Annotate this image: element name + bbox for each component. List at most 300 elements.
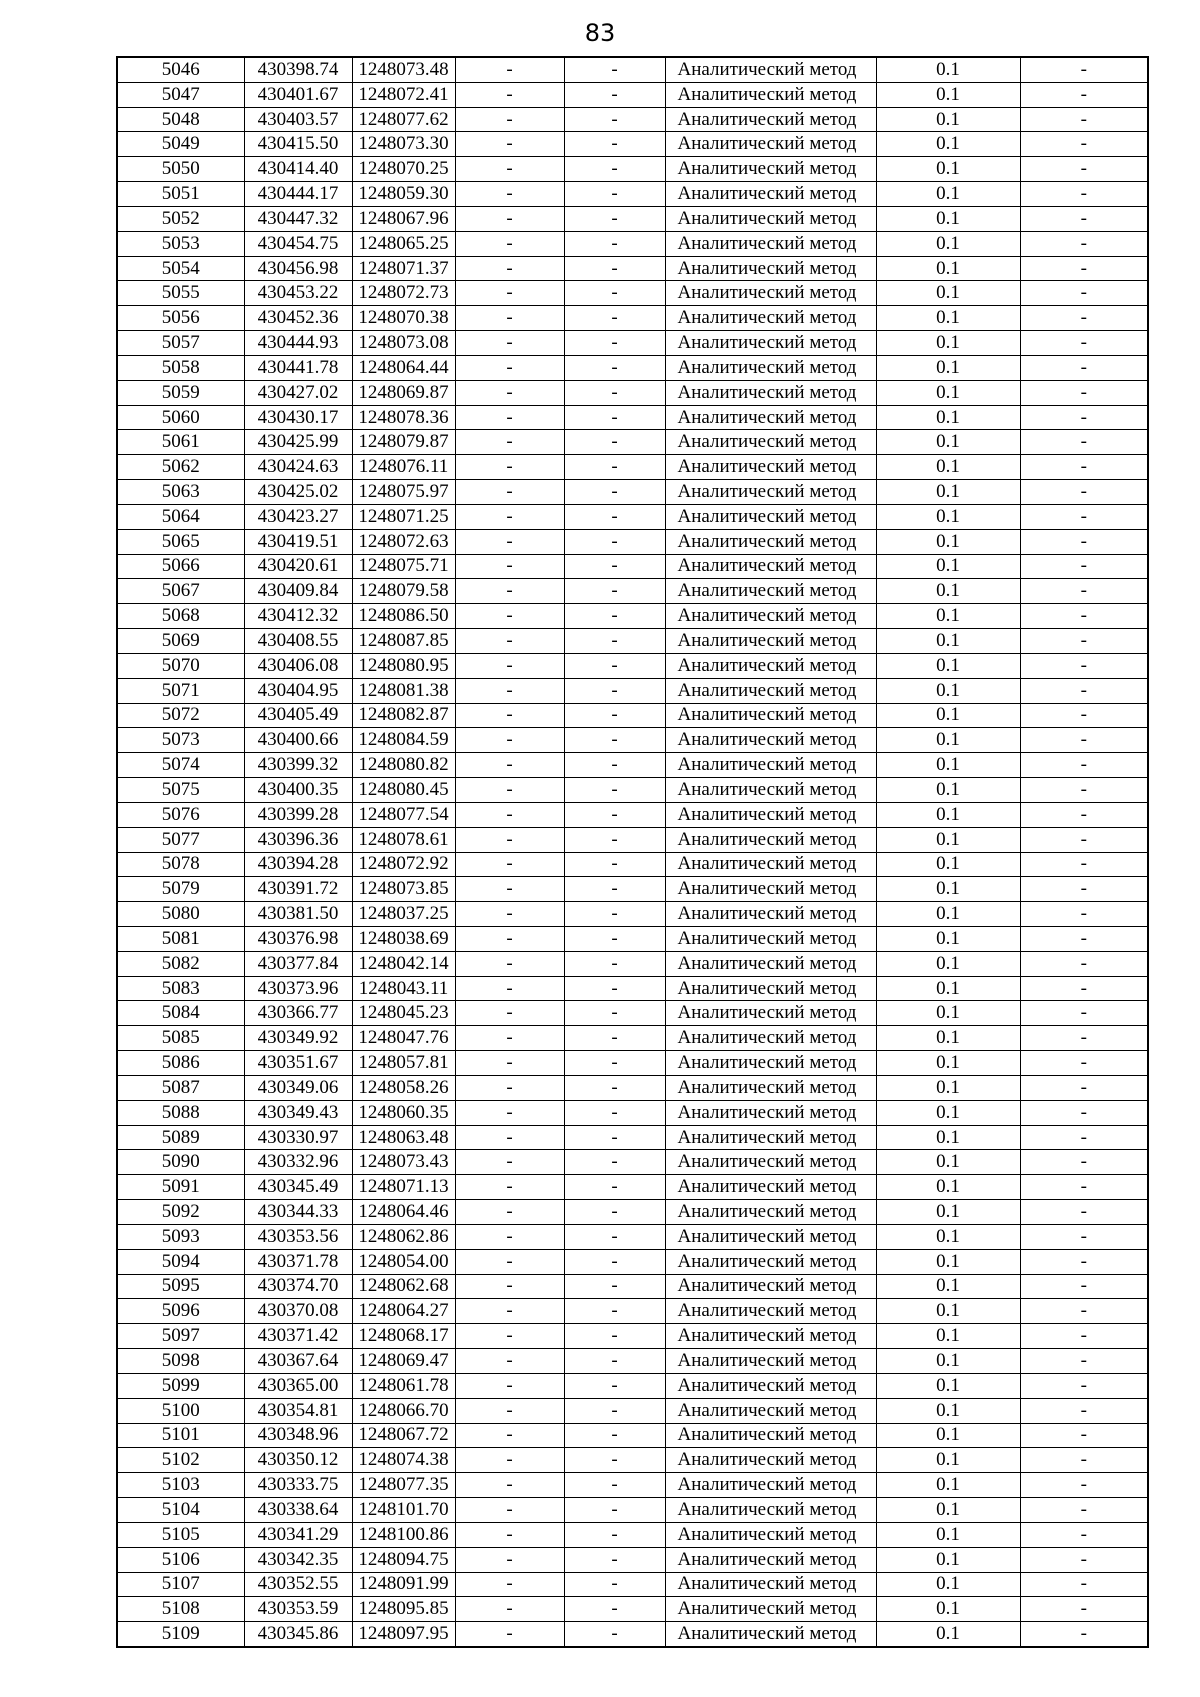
dash-cell-1: -	[455, 902, 564, 927]
y-coordinate-cell: 1248062.86	[352, 1224, 455, 1249]
y-coordinate-cell: 1248037.25	[352, 902, 455, 927]
x-coordinate-cell: 430344.33	[244, 1200, 352, 1225]
dash-cell-3: -	[1020, 827, 1148, 852]
x-coordinate-cell: 430425.02	[244, 480, 352, 505]
y-coordinate-cell: 1248086.50	[352, 604, 455, 629]
dash-cell-1: -	[455, 827, 564, 852]
method-cell: Аналитический метод	[665, 206, 876, 231]
point-number-cell: 5069	[117, 629, 244, 654]
x-coordinate-cell: 430341.29	[244, 1522, 352, 1547]
table-row	[117, 430, 1148, 455]
accuracy-cell: 0.1	[876, 57, 1020, 82]
accuracy-cell: 0.1	[876, 529, 1020, 554]
table-row	[117, 579, 1148, 604]
accuracy-cell: 0.1	[876, 852, 1020, 877]
point-number-cell: 5097	[117, 1324, 244, 1349]
x-coordinate-cell: 430409.84	[244, 579, 352, 604]
x-coordinate-cell: 430333.75	[244, 1473, 352, 1498]
method-cell: Аналитический метод	[665, 1125, 876, 1150]
point-number-cell: 5081	[117, 926, 244, 951]
accuracy-cell: 0.1	[876, 1075, 1020, 1100]
table-row	[117, 926, 1148, 951]
y-coordinate-cell: 1248073.48	[352, 57, 455, 82]
dash-cell-3: -	[1020, 951, 1148, 976]
dash-cell-2: -	[564, 1398, 665, 1423]
y-coordinate-cell: 1248075.71	[352, 554, 455, 579]
method-cell: Аналитический метод	[665, 653, 876, 678]
dash-cell-3: -	[1020, 157, 1148, 182]
dash-cell-2: -	[564, 206, 665, 231]
table-row	[117, 57, 1148, 82]
point-number-cell: 5056	[117, 306, 244, 331]
dash-cell-2: -	[564, 355, 665, 380]
method-cell: Аналитический метод	[665, 1423, 876, 1448]
dash-cell-1: -	[455, 1200, 564, 1225]
dash-cell-1: -	[455, 206, 564, 231]
dash-cell-3: -	[1020, 579, 1148, 604]
x-coordinate-cell: 430447.32	[244, 206, 352, 231]
table-row	[117, 877, 1148, 902]
method-cell: Аналитический метод	[665, 1175, 876, 1200]
dash-cell-3: -	[1020, 455, 1148, 480]
y-coordinate-cell: 1248064.27	[352, 1299, 455, 1324]
accuracy-cell: 0.1	[876, 480, 1020, 505]
method-cell: Аналитический метод	[665, 852, 876, 877]
dash-cell-2: -	[564, 1249, 665, 1274]
dash-cell-2: -	[564, 1622, 665, 1647]
table-row	[117, 1324, 1148, 1349]
y-coordinate-cell: 1248072.63	[352, 529, 455, 554]
method-cell: Аналитический метод	[665, 281, 876, 306]
accuracy-cell: 0.1	[876, 629, 1020, 654]
dash-cell-3: -	[1020, 604, 1148, 629]
method-cell: Аналитический метод	[665, 1075, 876, 1100]
dash-cell-3: -	[1020, 1075, 1148, 1100]
x-coordinate-cell: 430404.95	[244, 678, 352, 703]
dash-cell-1: -	[455, 1224, 564, 1249]
dash-cell-2: -	[564, 1175, 665, 1200]
dash-cell-3: -	[1020, 82, 1148, 107]
y-coordinate-cell: 1248077.54	[352, 802, 455, 827]
y-coordinate-cell: 1248063.48	[352, 1125, 455, 1150]
point-number-cell: 5076	[117, 802, 244, 827]
accuracy-cell: 0.1	[876, 1175, 1020, 1200]
dash-cell-1: -	[455, 951, 564, 976]
table-row	[117, 455, 1148, 480]
dash-cell-2: -	[564, 281, 665, 306]
x-coordinate-cell: 430423.27	[244, 504, 352, 529]
x-coordinate-cell: 430376.98	[244, 926, 352, 951]
method-cell: Аналитический метод	[665, 57, 876, 82]
dash-cell-2: -	[564, 1200, 665, 1225]
accuracy-cell: 0.1	[876, 1150, 1020, 1175]
dash-cell-2: -	[564, 1423, 665, 1448]
point-number-cell: 5108	[117, 1597, 244, 1622]
x-coordinate-cell: 430412.32	[244, 604, 352, 629]
method-cell: Аналитический метод	[665, 678, 876, 703]
y-coordinate-cell: 1248078.61	[352, 827, 455, 852]
dash-cell-3: -	[1020, 1274, 1148, 1299]
x-coordinate-cell: 430365.00	[244, 1373, 352, 1398]
accuracy-cell: 0.1	[876, 157, 1020, 182]
accuracy-cell: 0.1	[876, 1498, 1020, 1523]
method-cell: Аналитический метод	[665, 480, 876, 505]
y-coordinate-cell: 1248038.69	[352, 926, 455, 951]
y-coordinate-cell: 1248054.00	[352, 1249, 455, 1274]
accuracy-cell: 0.1	[876, 1224, 1020, 1249]
y-coordinate-cell: 1248064.44	[352, 355, 455, 380]
point-number-cell: 5058	[117, 355, 244, 380]
point-number-cell: 5075	[117, 778, 244, 803]
x-coordinate-cell: 430353.56	[244, 1224, 352, 1249]
y-coordinate-cell: 1248067.72	[352, 1423, 455, 1448]
x-coordinate-cell: 430371.42	[244, 1324, 352, 1349]
dash-cell-1: -	[455, 1473, 564, 1498]
method-cell: Аналитический метод	[665, 1572, 876, 1597]
method-cell: Аналитический метод	[665, 728, 876, 753]
y-coordinate-cell: 1248042.14	[352, 951, 455, 976]
method-cell: Аналитический метод	[665, 802, 876, 827]
point-number-cell: 5048	[117, 107, 244, 132]
accuracy-cell: 0.1	[876, 778, 1020, 803]
dash-cell-3: -	[1020, 976, 1148, 1001]
dash-cell-1: -	[455, 1249, 564, 1274]
dash-cell-3: -	[1020, 355, 1148, 380]
dash-cell-3: -	[1020, 802, 1148, 827]
dash-cell-1: -	[455, 1175, 564, 1200]
dash-cell-3: -	[1020, 132, 1148, 157]
method-cell: Аналитический метод	[665, 1051, 876, 1076]
y-coordinate-cell: 1248078.36	[352, 405, 455, 430]
accuracy-cell: 0.1	[876, 1373, 1020, 1398]
y-coordinate-cell: 1248077.62	[352, 107, 455, 132]
dash-cell-3: -	[1020, 182, 1148, 207]
method-cell: Аналитический метод	[665, 256, 876, 281]
x-coordinate-cell: 430400.35	[244, 778, 352, 803]
y-coordinate-cell: 1248077.35	[352, 1473, 455, 1498]
dash-cell-2: -	[564, 1150, 665, 1175]
x-coordinate-cell: 430394.28	[244, 852, 352, 877]
point-number-cell: 5071	[117, 678, 244, 703]
point-number-cell: 5086	[117, 1051, 244, 1076]
point-number-cell: 5089	[117, 1125, 244, 1150]
dash-cell-1: -	[455, 703, 564, 728]
dash-cell-3: -	[1020, 1498, 1148, 1523]
dash-cell-2: -	[564, 1026, 665, 1051]
table-row	[117, 1622, 1148, 1647]
point-number-cell: 5054	[117, 256, 244, 281]
method-cell: Аналитический метод	[665, 902, 876, 927]
dash-cell-2: -	[564, 802, 665, 827]
table-row	[117, 1522, 1148, 1547]
dash-cell-1: -	[455, 157, 564, 182]
dash-cell-3: -	[1020, 504, 1148, 529]
y-coordinate-cell: 1248080.95	[352, 653, 455, 678]
method-cell: Аналитический метод	[665, 1274, 876, 1299]
x-coordinate-cell: 430441.78	[244, 355, 352, 380]
dash-cell-3: -	[1020, 1026, 1148, 1051]
point-number-cell: 5060	[117, 405, 244, 430]
table-row	[117, 529, 1148, 554]
table-row	[117, 1224, 1148, 1249]
y-coordinate-cell: 1248057.81	[352, 1051, 455, 1076]
y-coordinate-cell: 1248097.95	[352, 1622, 455, 1647]
dash-cell-1: -	[455, 57, 564, 82]
accuracy-cell: 0.1	[876, 877, 1020, 902]
method-cell: Аналитический метод	[665, 1547, 876, 1572]
dash-cell-3: -	[1020, 1051, 1148, 1076]
table-row	[117, 1498, 1148, 1523]
point-number-cell: 5049	[117, 132, 244, 157]
dash-cell-3: -	[1020, 1622, 1148, 1647]
point-number-cell: 5064	[117, 504, 244, 529]
table-row	[117, 802, 1148, 827]
method-cell: Аналитический метод	[665, 504, 876, 529]
dash-cell-2: -	[564, 1299, 665, 1324]
dash-cell-1: -	[455, 1448, 564, 1473]
accuracy-cell: 0.1	[876, 1026, 1020, 1051]
point-number-cell: 5100	[117, 1398, 244, 1423]
y-coordinate-cell: 1248073.30	[352, 132, 455, 157]
dash-cell-1: -	[455, 1349, 564, 1374]
dash-cell-3: -	[1020, 331, 1148, 356]
dash-cell-3: -	[1020, 1175, 1148, 1200]
y-coordinate-cell: 1248100.86	[352, 1522, 455, 1547]
dash-cell-2: -	[564, 529, 665, 554]
dash-cell-2: -	[564, 1100, 665, 1125]
dash-cell-1: -	[455, 331, 564, 356]
accuracy-cell: 0.1	[876, 579, 1020, 604]
dash-cell-2: -	[564, 1572, 665, 1597]
x-coordinate-cell: 430367.64	[244, 1349, 352, 1374]
x-coordinate-cell: 430373.96	[244, 976, 352, 1001]
accuracy-cell: 0.1	[876, 82, 1020, 107]
table-row	[117, 405, 1148, 430]
dash-cell-1: -	[455, 430, 564, 455]
accuracy-cell: 0.1	[876, 951, 1020, 976]
dash-cell-2: -	[564, 1498, 665, 1523]
dash-cell-2: -	[564, 678, 665, 703]
dash-cell-1: -	[455, 604, 564, 629]
dash-cell-2: -	[564, 1448, 665, 1473]
y-coordinate-cell: 1248079.58	[352, 579, 455, 604]
dash-cell-3: -	[1020, 306, 1148, 331]
point-number-cell: 5067	[117, 579, 244, 604]
dash-cell-1: -	[455, 1522, 564, 1547]
point-number-cell: 5104	[117, 1498, 244, 1523]
method-cell: Аналитический метод	[665, 331, 876, 356]
x-coordinate-cell: 430403.57	[244, 107, 352, 132]
y-coordinate-cell: 1248079.87	[352, 430, 455, 455]
dash-cell-3: -	[1020, 430, 1148, 455]
dash-cell-3: -	[1020, 703, 1148, 728]
dash-cell-3: -	[1020, 1373, 1148, 1398]
x-coordinate-cell: 430452.36	[244, 306, 352, 331]
point-number-cell: 5109	[117, 1622, 244, 1647]
dash-cell-1: -	[455, 1498, 564, 1523]
dash-cell-3: -	[1020, 1547, 1148, 1572]
x-coordinate-cell: 430398.74	[244, 57, 352, 82]
dash-cell-2: -	[564, 778, 665, 803]
x-coordinate-cell: 430405.49	[244, 703, 352, 728]
table-row	[117, 629, 1148, 654]
accuracy-cell: 0.1	[876, 1448, 1020, 1473]
accuracy-cell: 0.1	[876, 182, 1020, 207]
dash-cell-1: -	[455, 629, 564, 654]
accuracy-cell: 0.1	[876, 1597, 1020, 1622]
point-number-cell: 5099	[117, 1373, 244, 1398]
y-coordinate-cell: 1248071.37	[352, 256, 455, 281]
method-cell: Аналитический метод	[665, 380, 876, 405]
method-cell: Аналитический метод	[665, 1498, 876, 1523]
dash-cell-1: -	[455, 753, 564, 778]
dash-cell-3: -	[1020, 1200, 1148, 1225]
dash-cell-3: -	[1020, 926, 1148, 951]
dash-cell-2: -	[564, 653, 665, 678]
dash-cell-2: -	[564, 157, 665, 182]
accuracy-cell: 0.1	[876, 802, 1020, 827]
dash-cell-3: -	[1020, 480, 1148, 505]
dash-cell-1: -	[455, 976, 564, 1001]
dash-cell-1: -	[455, 182, 564, 207]
method-cell: Аналитический метод	[665, 951, 876, 976]
point-number-cell: 5095	[117, 1274, 244, 1299]
dash-cell-2: -	[564, 1224, 665, 1249]
point-number-cell: 5062	[117, 455, 244, 480]
accuracy-cell: 0.1	[876, 1423, 1020, 1448]
method-cell: Аналитический метод	[665, 1448, 876, 1473]
point-number-cell: 5107	[117, 1572, 244, 1597]
point-number-cell: 5066	[117, 554, 244, 579]
point-number-cell: 5082	[117, 951, 244, 976]
point-number-cell: 5088	[117, 1100, 244, 1125]
dash-cell-3: -	[1020, 1324, 1148, 1349]
table-row	[117, 1572, 1148, 1597]
table-row	[117, 1448, 1148, 1473]
table-row	[117, 653, 1148, 678]
y-coordinate-cell: 1248064.46	[352, 1200, 455, 1225]
table-row	[117, 1026, 1148, 1051]
y-coordinate-cell: 1248070.38	[352, 306, 455, 331]
y-coordinate-cell: 1248073.85	[352, 877, 455, 902]
point-number-cell: 5080	[117, 902, 244, 927]
table-row	[117, 1547, 1148, 1572]
dash-cell-3: -	[1020, 1398, 1148, 1423]
y-coordinate-cell: 1248070.25	[352, 157, 455, 182]
x-coordinate-cell: 430406.08	[244, 653, 352, 678]
dash-cell-2: -	[564, 951, 665, 976]
dash-cell-1: -	[455, 1051, 564, 1076]
accuracy-cell: 0.1	[876, 678, 1020, 703]
table-row	[117, 1274, 1148, 1299]
dash-cell-3: -	[1020, 1150, 1148, 1175]
dash-cell-1: -	[455, 281, 564, 306]
dash-cell-2: -	[564, 1373, 665, 1398]
dash-cell-1: -	[455, 579, 564, 604]
dash-cell-2: -	[564, 380, 665, 405]
method-cell: Аналитический метод	[665, 355, 876, 380]
accuracy-cell: 0.1	[876, 306, 1020, 331]
accuracy-cell: 0.1	[876, 1125, 1020, 1150]
dash-cell-1: -	[455, 82, 564, 107]
dash-cell-2: -	[564, 1125, 665, 1150]
y-coordinate-cell: 1248080.82	[352, 753, 455, 778]
dash-cell-3: -	[1020, 1349, 1148, 1374]
dash-cell-1: -	[455, 455, 564, 480]
accuracy-cell: 0.1	[876, 206, 1020, 231]
method-cell: Аналитический метод	[665, 1597, 876, 1622]
point-number-cell: 5051	[117, 182, 244, 207]
method-cell: Аналитический метод	[665, 877, 876, 902]
x-coordinate-cell: 430456.98	[244, 256, 352, 281]
point-number-cell: 5063	[117, 480, 244, 505]
point-number-cell: 5093	[117, 1224, 244, 1249]
x-coordinate-cell: 430349.06	[244, 1075, 352, 1100]
y-coordinate-cell: 1248073.43	[352, 1150, 455, 1175]
y-coordinate-cell: 1248061.78	[352, 1373, 455, 1398]
x-coordinate-cell: 430377.84	[244, 951, 352, 976]
point-number-cell: 5053	[117, 231, 244, 256]
table-row	[117, 1423, 1148, 1448]
dash-cell-1: -	[455, 802, 564, 827]
point-number-cell: 5094	[117, 1249, 244, 1274]
y-coordinate-cell: 1248062.68	[352, 1274, 455, 1299]
x-coordinate-cell: 430396.36	[244, 827, 352, 852]
dash-cell-1: -	[455, 380, 564, 405]
accuracy-cell: 0.1	[876, 926, 1020, 951]
point-number-cell: 5102	[117, 1448, 244, 1473]
method-cell: Аналитический метод	[665, 1349, 876, 1374]
table-row	[117, 256, 1148, 281]
dash-cell-2: -	[564, 926, 665, 951]
point-number-cell: 5096	[117, 1299, 244, 1324]
dash-cell-3: -	[1020, 1249, 1148, 1274]
accuracy-cell: 0.1	[876, 1274, 1020, 1299]
table-row	[117, 480, 1148, 505]
table-row	[117, 1125, 1148, 1150]
dash-cell-1: -	[455, 728, 564, 753]
dash-cell-1: -	[455, 132, 564, 157]
dash-cell-1: -	[455, 529, 564, 554]
y-coordinate-cell: 1248101.70	[352, 1498, 455, 1523]
dash-cell-2: -	[564, 82, 665, 107]
dash-cell-2: -	[564, 554, 665, 579]
accuracy-cell: 0.1	[876, 653, 1020, 678]
dash-cell-1: -	[455, 405, 564, 430]
table-row	[117, 678, 1148, 703]
accuracy-cell: 0.1	[876, 1200, 1020, 1225]
method-cell: Аналитический метод	[665, 926, 876, 951]
x-coordinate-cell: 430349.92	[244, 1026, 352, 1051]
dash-cell-2: -	[564, 827, 665, 852]
point-number-cell: 5077	[117, 827, 244, 852]
table-row	[117, 231, 1148, 256]
table-row	[117, 1249, 1148, 1274]
accuracy-cell: 0.1	[876, 380, 1020, 405]
method-cell: Аналитический метод	[665, 1100, 876, 1125]
dash-cell-3: -	[1020, 1473, 1148, 1498]
table-row	[117, 1299, 1148, 1324]
x-coordinate-cell: 430330.97	[244, 1125, 352, 1150]
x-coordinate-cell: 430444.17	[244, 182, 352, 207]
method-cell: Аналитический метод	[665, 1373, 876, 1398]
x-coordinate-cell: 430401.67	[244, 82, 352, 107]
dash-cell-3: -	[1020, 877, 1148, 902]
x-coordinate-cell: 430414.40	[244, 157, 352, 182]
dash-cell-2: -	[564, 107, 665, 132]
dash-cell-1: -	[455, 1274, 564, 1299]
dash-cell-1: -	[455, 306, 564, 331]
